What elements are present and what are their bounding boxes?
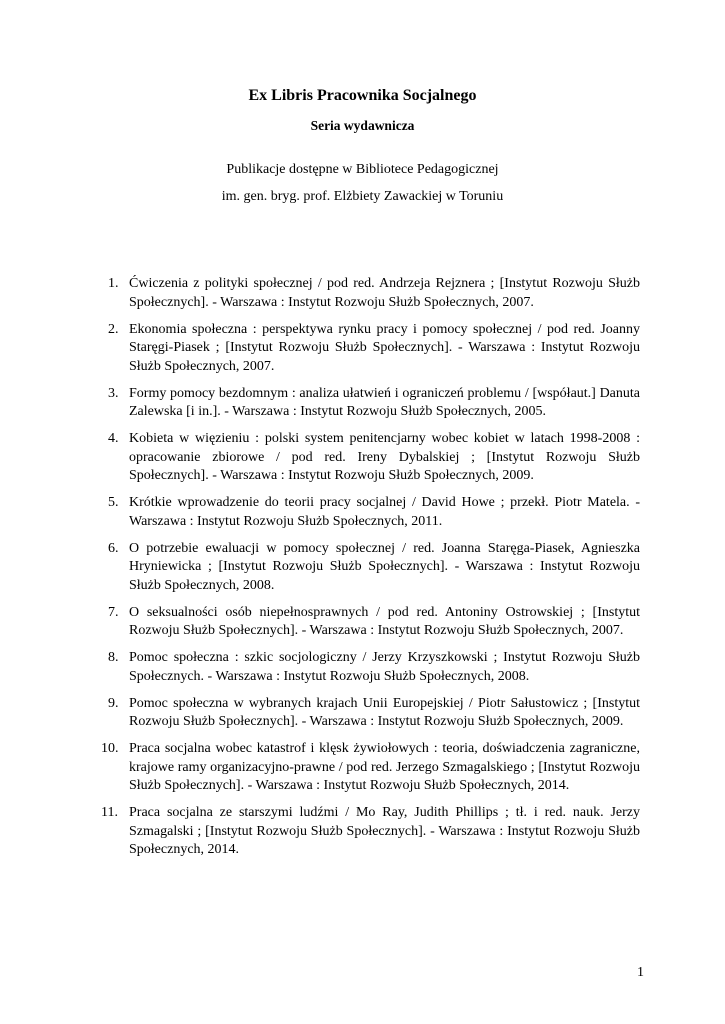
list-item-number: 1. — [108, 276, 119, 291]
list-item — [100, 804, 640, 860]
list-item — [100, 740, 640, 796]
list-item — [100, 385, 640, 422]
list-item-number: 3. — [108, 385, 119, 401]
list-item-number: 6. — [108, 540, 119, 556]
list-item — [100, 695, 640, 732]
list-item-text: Praca socjalna ze starszymi ludźmi / Mo Ray, Judith Phillips ; tł. i red. nauk. Jerzy Szmagalski ; [Instytut Rozwoju Służb Społecznych]. - Warszawa : Instytut Rozwoju Służb Społecznych, 2014. — [129, 805, 640, 857]
list-item — [100, 604, 640, 641]
list-item-number: 2. — [108, 321, 119, 337]
list-item-text: Formy pomocy bezdomnym : analiza ułatwień i ograniczeń problemu / [współaut.] Danuta Zalewska [i in.]. - Warszawa : Instytut Rozwoju Służb Społecznych, 2005. — [129, 385, 640, 419]
list-item — [100, 649, 640, 686]
document-title: Ex Libris Pracownika Socjalnego — [248, 87, 477, 104]
document-header — [0, 86, 725, 206]
list-item — [100, 321, 640, 377]
list-item — [100, 540, 640, 596]
list-item-number: 4. — [108, 431, 119, 446]
list-item-text: O seksualności osób niepełnosprawnych / pod red. Antoniny Ostrowskiej ; [Instytut Rozwoju Służb Społecznych]. - Warszawa : Instytut Rozwoju Służb Społecznych, 2007. — [129, 604, 640, 638]
list-item-text: Krótkie wprowadzenie do teorii pracy socjalnej / David Howe ; przekł. Piotr Matela. - Warszawa : Instytut Rozwoju Służb Społecznych, 2011. — [129, 495, 640, 529]
list-item-text: Pomoc społeczna : szkic socjologiczny / Jerzy Krzyszkowski ; Instytut Rozwoju Służb Społecznych. - Warszawa : Instytut Rozwoju Służb Społecznych, 2008. — [129, 650, 640, 684]
list-item-number: 5. — [108, 495, 119, 510]
list-item-number: 8. — [108, 650, 119, 665]
list-item-text: Kobieta w więzieniu : polski system penitencjarny wobec kobiet w latach 1998-2008 : opracowanie zbiorowe / pod red. Ireny Dybalskiej ; [Instytut Rozwoju Służb Społecznych]. - Warszawa : Instytut Rozwoju Służb Społecznych, 2009. — [129, 431, 640, 483]
list-item-number: 11. — [101, 805, 118, 820]
list-item — [100, 275, 640, 312]
page-number: 1 — [637, 965, 644, 980]
list-item-text: O potrzebie ewaluacji w pomocy społecznej / red. Joanna Staręga-Piasek, Agnieszka Hryniewicka ; [Instytut Rozwoju Służb Społecznych]. - Warszawa : Instytut Rozwoju Służb Społecznych, 2008. — [129, 540, 640, 593]
list-item-number: 9. — [108, 695, 119, 711]
list-item-text: Praca socjalna wobec katastrof i klęsk żywiołowych : teoria, doświadczenia zagraniczne, krajowe ramy organizacyjno-prawne / pod red. Jerzego Szmagalskiego ; [Instytut Rozwoju Służb Społecznych]. - Warszawa : Instytut Rozwoju Służb Społecznych, 2014. — [129, 741, 640, 793]
list-item-text: Pomoc społeczna w wybranych krajach Unii Europejskiej / Piotr Sałustowicz ; [Instytut Rozwoju Służb Społecznych]. - Warszawa : Instytut Rozwoju Służb Społecznych, 2009. — [129, 695, 640, 729]
list-item-text: Ekonomia społeczna : perspektywa rynku pracy i pomocy społecznej / pod red. Joanny Staręgi-Piasek ; [Instytut Rozwoju Służb Społecznych]. - Warszawa : Instytut Rozwoju Służb Społecznych, 2007. — [129, 321, 640, 374]
list-item — [100, 494, 640, 531]
document-subtitle: Seria wydawnicza — [310, 118, 415, 133]
list-item — [100, 430, 640, 486]
list-item-text: Ćwiczenia z polityki społecznej / pod red. Andrzeja Rejznera ; [Instytut Rozwoju Służb Społecznych]. - Warszawa : Instytut Rozwoju Służb Społecznych, 2007. — [129, 276, 640, 310]
library-info-line-1: Publikacje dostępne w Bibliotece Pedagogicznej — [226, 162, 499, 177]
library-info-line-2: im. gen. bryg. prof. Elżbiety Zawackiej w Toruniu — [221, 189, 504, 204]
list-item-number: 10. — [101, 741, 119, 756]
publication-list — [100, 275, 640, 868]
list-item-number: 7. — [108, 604, 119, 620]
